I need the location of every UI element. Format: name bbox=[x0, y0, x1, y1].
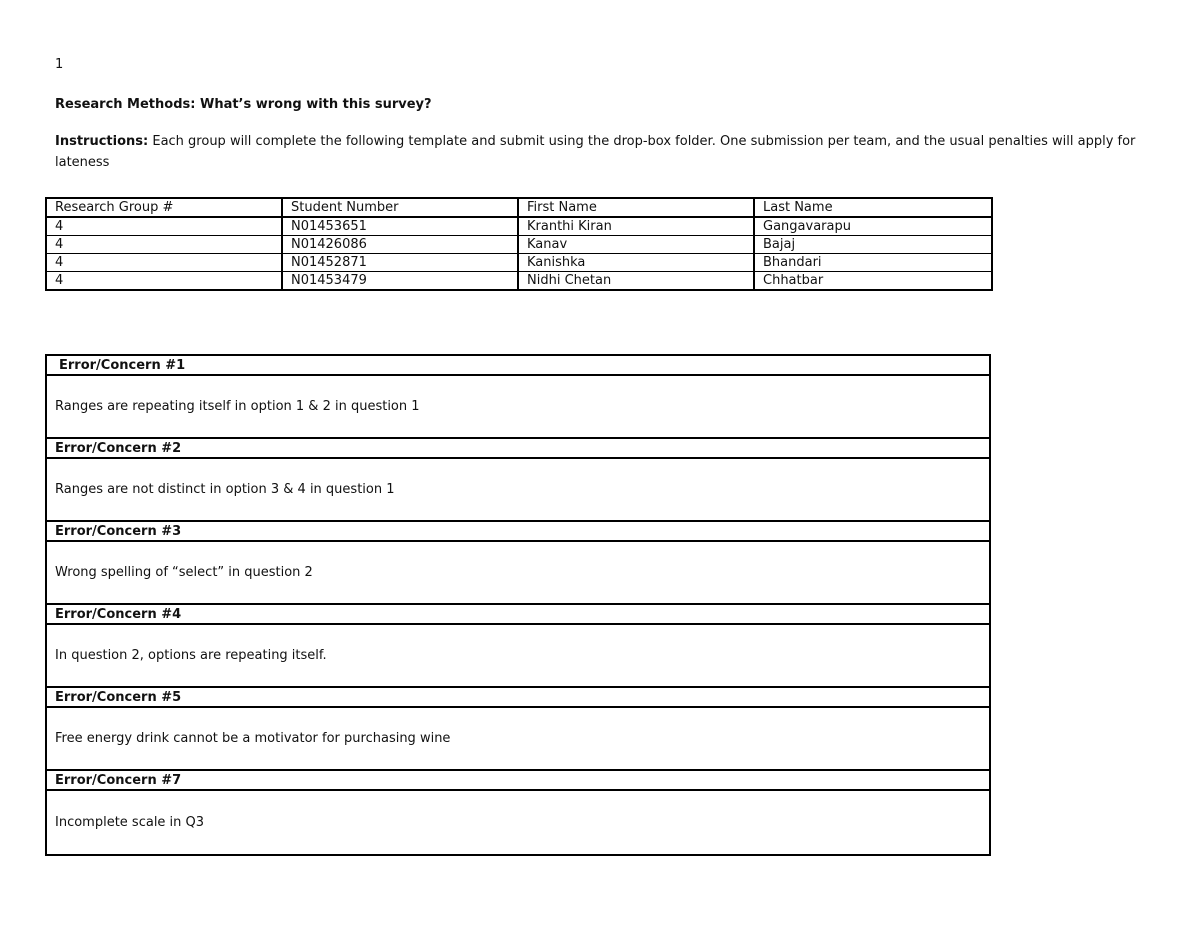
roster-header-row bbox=[46, 198, 992, 217]
concern-text bbox=[47, 708, 989, 771]
concern-block bbox=[47, 522, 989, 605]
concern-text bbox=[47, 459, 989, 522]
table-row bbox=[46, 254, 992, 272]
cell-first-name: Kanishka bbox=[518, 254, 754, 272]
table-row bbox=[46, 236, 992, 254]
cell-last-name: Bhandari bbox=[754, 254, 992, 272]
cell-research-group: 4 bbox=[46, 272, 282, 291]
concern-text bbox=[47, 376, 989, 439]
concern-text-value: Free energy drink cannot be a motivator for purchasing wine bbox=[55, 731, 451, 746]
header-research-group: Research Group # bbox=[46, 198, 282, 217]
cell-first-name: Kranthi Kiran bbox=[518, 217, 754, 236]
cell-last-name: Bajaj bbox=[754, 236, 992, 254]
header-student-number: Student Number bbox=[282, 198, 518, 217]
cell-research-group: 4 bbox=[46, 236, 282, 254]
cell-first-name: Kanav bbox=[518, 236, 754, 254]
instructions-label: Instructions: bbox=[55, 134, 149, 149]
concern-text-value: Ranges are repeating itself in option 1 & 2 in question 1 bbox=[55, 399, 420, 414]
group-roster-table bbox=[45, 197, 993, 291]
concern-block bbox=[47, 356, 989, 439]
cell-student-number: N01452871 bbox=[282, 254, 518, 272]
instructions-paragraph bbox=[55, 131, 1155, 173]
concern-heading: Error/Concern #4 bbox=[47, 605, 989, 625]
document-title: Research Methods: What’s wrong with this survey? bbox=[55, 97, 432, 112]
concern-block bbox=[47, 688, 989, 771]
concern-text-value: Incomplete scale in Q3 bbox=[55, 815, 205, 830]
cell-research-group: 4 bbox=[46, 217, 282, 236]
concern-heading: Error/Concern #5 bbox=[47, 688, 989, 708]
concern-block bbox=[47, 439, 989, 522]
concern-text bbox=[47, 625, 989, 688]
concerns-table bbox=[45, 354, 991, 856]
cell-student-number: N01453479 bbox=[282, 272, 518, 291]
page-number: 1 bbox=[55, 57, 64, 72]
cell-last-name: Chhatbar bbox=[754, 272, 992, 291]
cell-first-name: Nidhi Chetan bbox=[518, 272, 754, 291]
concern-text bbox=[47, 542, 989, 605]
concern-heading: Error/Concern #2 bbox=[47, 439, 989, 459]
concern-text bbox=[47, 791, 989, 854]
cell-student-number: N01426086 bbox=[282, 236, 518, 254]
cell-last-name: Gangavarapu bbox=[754, 217, 992, 236]
concern-heading: Error/Concern #3 bbox=[47, 522, 989, 542]
table-row bbox=[46, 217, 992, 236]
instructions-text: Each group will complete the following template and submit using the drop-box folder. One submission per team, and the usual penalties will apply for lateness bbox=[55, 134, 1136, 170]
concern-heading: Error/Concern #1 bbox=[47, 356, 989, 376]
cell-student-number: N01453651 bbox=[282, 217, 518, 236]
concern-heading: Error/Concern #7 bbox=[47, 771, 989, 791]
header-last-name: Last Name bbox=[754, 198, 992, 217]
header-first-name: First Name bbox=[518, 198, 754, 217]
concern-text-value: Ranges are not distinct in option 3 & 4 in question 1 bbox=[55, 482, 395, 497]
table-row bbox=[46, 272, 992, 291]
concern-text-value: In question 2, options are repeating itself. bbox=[55, 648, 327, 663]
concern-block bbox=[47, 771, 989, 854]
concern-text-value: Wrong spelling of “select” in question 2 bbox=[55, 565, 313, 580]
concern-block bbox=[47, 605, 989, 688]
cell-research-group: 4 bbox=[46, 254, 282, 272]
